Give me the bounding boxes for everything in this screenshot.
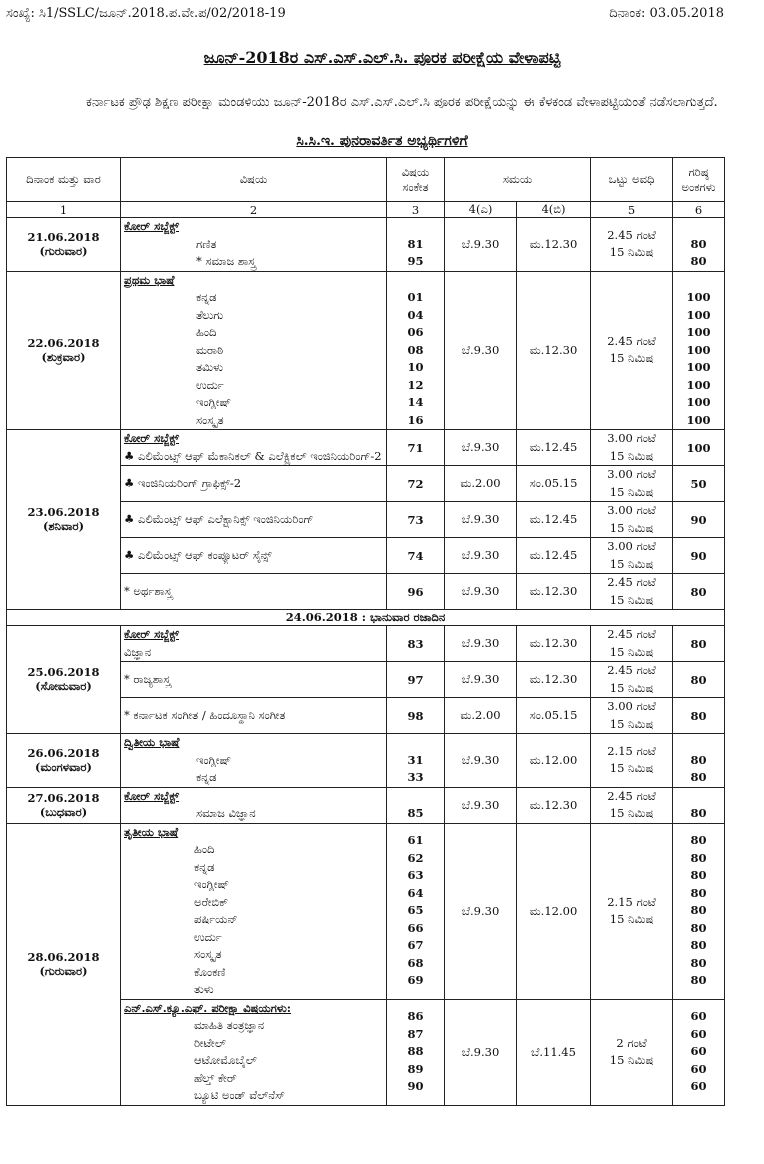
- exam-day: (ಶನಿವಾರ): [42, 519, 85, 533]
- subject-cell-line: ಗಣಿತ: [196, 236, 217, 251]
- subject-name: * ರಾಜ್ಯಶಾಸ್ತ್ರ: [124, 671, 171, 686]
- marks-cell: [673, 787, 725, 823]
- marks-cell-line: 80: [690, 850, 707, 865]
- code-cell: [387, 823, 445, 999]
- duration-hours: 2.45 ಗಂಟೆ: [607, 627, 656, 641]
- duration-hours: 2.15 ಗಂಟೆ: [607, 743, 656, 758]
- end-time: ಮ.12.30: [517, 271, 591, 430]
- duration-hours: 3.00 ಗಂಟೆ: [607, 467, 656, 481]
- code-cell-line: 14: [407, 395, 424, 409]
- subject-cell: [121, 538, 387, 574]
- duration-hours: 3.00 ಗಂಟೆ: [607, 539, 656, 553]
- marks-cell: [673, 271, 725, 430]
- table-row: [7, 430, 725, 466]
- exam-day: (ಸೋಮವಾರ): [35, 679, 92, 693]
- date-cell: [7, 430, 121, 610]
- start-time: ಬೆ.9.30: [445, 430, 517, 466]
- end-time: ಮ.12.30: [517, 626, 591, 662]
- duration-minutes: 15 ನಿಮಿಷ: [609, 351, 654, 366]
- duration-minutes: 15 ನಿಮಿಷ: [609, 680, 654, 695]
- subject-cell-line: ಬ್ಯೂಟಿ ಅಂಡ್ ವೆಲ್‌ನೆಸ್: [194, 1088, 285, 1102]
- code-cell-line: 85: [407, 806, 424, 820]
- col-num: 6: [673, 202, 725, 218]
- exam-date: 25.06.2018: [27, 665, 100, 679]
- subject-group-heading: ಕೋರ್ ಸಬ್ಜೆಕ್ಟ್: [124, 627, 180, 641]
- marks-cell-line: 60: [690, 1026, 707, 1041]
- subject-cell-line: ಆಟೋಮೊಬೈಲ್: [194, 1053, 257, 1067]
- duration-cell: [591, 574, 673, 610]
- timetable-body: [7, 218, 725, 1106]
- start-time: ಬೆ.9.30: [445, 787, 517, 823]
- marks-cell: 50: [673, 466, 725, 502]
- code-cell-line: 67: [407, 938, 424, 953]
- duration-cell: [591, 538, 673, 574]
- page-title: ಜೂನ್-2018ರ ಎಸ್.ಎಸ್.ಎಲ್.ಸಿ. ಪೂರಕ ಪರೀಕ್ಷೆಯ ವೇಳಾಪಟ್ಟಿ: [203, 48, 561, 67]
- col-num: 3: [387, 202, 445, 218]
- marks-cell-line: 100: [686, 325, 711, 339]
- start-time: ಬೆ.9.30: [445, 502, 517, 538]
- subject-cell: [121, 271, 387, 430]
- subject-cell: [121, 999, 387, 1105]
- exam-day: (ಮಂಗಳವಾರ): [35, 759, 92, 774]
- subject-group-heading: ಕೋರ್ ಸಬ್ಜೆಕ್ಟ್: [124, 219, 180, 233]
- col-num: 2: [121, 202, 387, 218]
- marks-cell-line: 60: [690, 1079, 707, 1094]
- subject-cell: [121, 430, 387, 466]
- subject-group-heading: ದ್ವಿತೀಯ ಭಾಷೆ: [124, 735, 180, 749]
- col-num: 4(ಎ): [445, 202, 517, 218]
- subject-cell-line: ಕನ್ನಡ: [196, 290, 217, 304]
- code-cell-line: 86: [407, 1009, 424, 1024]
- duration-hours: 2.45 ಗಂಟೆ: [607, 227, 656, 242]
- duration-cell: [591, 698, 673, 734]
- subject-cell-line: ಇಂಗ್ಲೀಷ್: [194, 877, 230, 891]
- subject-cell: [121, 218, 387, 272]
- code-cell: 96: [387, 574, 445, 610]
- code-cell: 73: [387, 502, 445, 538]
- subject-cell-line: ಅರೇಬಿಕ್: [194, 894, 229, 909]
- code-cell-line: 64: [407, 885, 424, 900]
- marks-cell-line: 80: [690, 833, 707, 848]
- code-cell-line: 88: [407, 1044, 424, 1059]
- code-cell-line: 63: [407, 868, 424, 883]
- duration-minutes: 15 ನಿಮಿಷ: [609, 592, 654, 607]
- exam-date: 27.06.2018: [27, 790, 100, 805]
- subject-name: ♣ ಇಂಜಿನಿಯರಿಂಗ್ ಗ್ರಾಫಿಕ್ಸ್-2: [124, 475, 242, 490]
- code-cell: 98: [387, 698, 445, 734]
- holiday-cell: 24.06.2018 : ಭಾನುವಾರ ರಜಾದಿನ: [7, 610, 725, 626]
- end-time: ಮ.12.00: [517, 823, 591, 999]
- duration-minutes: 15 ನಿಮಿಷ: [609, 520, 654, 535]
- subject-cell-line: ಸಂಸ್ಕೃತ: [196, 412, 224, 427]
- code-cell: 71: [387, 430, 445, 466]
- marks-cell: 100: [673, 430, 725, 466]
- marks-cell-line: 80: [690, 885, 707, 900]
- code-cell-line: 69: [407, 973, 424, 988]
- holiday-row: [7, 610, 725, 626]
- exam-date: 26.06.2018: [27, 745, 100, 760]
- marks-cell: 80: [673, 698, 725, 734]
- marks-cell-line: 100: [686, 395, 711, 409]
- code-cell-line: [390, 788, 441, 806]
- marks-cell-line: [676, 734, 721, 752]
- table-row: [7, 823, 725, 999]
- exam-day: (ಬುಧವಾರ): [39, 804, 88, 819]
- code-cell-line: 61: [407, 833, 424, 848]
- subject-cell-line: ತೆಲುಗು: [196, 307, 224, 322]
- marks-cell-line: 100: [686, 412, 711, 427]
- start-time: ಬೆ.9.30: [445, 218, 517, 272]
- subject-name: ವಿಜ್ಞಾನ: [124, 644, 152, 659]
- code-cell: [387, 218, 445, 272]
- marks-cell-line: 80: [690, 236, 707, 251]
- code-cell-line: 10: [407, 360, 424, 374]
- subject-group-heading: ಕೋರ್ ಸಬ್ಜೆಕ್ಟ್: [124, 788, 180, 803]
- subject-name: * ಅರ್ಥಶಾಸ್ತ್ರ: [124, 583, 173, 598]
- duration-cell: [591, 662, 673, 698]
- subject-cell-line: ರೀಟೇಲ್: [194, 1035, 226, 1050]
- subject-cell: [121, 787, 387, 823]
- marks-cell: [673, 734, 725, 788]
- subject-cell: [121, 574, 387, 610]
- marks-cell-line: 80: [690, 938, 707, 953]
- subject-cell-line: ಕೊಂಕಣಿ: [194, 964, 226, 979]
- start-time: ಮ.2.00: [445, 466, 517, 502]
- table-row: [7, 626, 725, 662]
- marks-cell: 80: [673, 626, 725, 662]
- col-date: ದಿನಾಂಕ ಮತ್ತು ವಾರ: [7, 158, 121, 202]
- marks-cell: 80: [673, 574, 725, 610]
- document-date: ದಿನಾಂಕ: 03.05.2018: [609, 6, 724, 21]
- table-row: [7, 734, 725, 788]
- subject-cell-line: ಮರಾಠಿ: [196, 342, 224, 357]
- exam-date: 22.06.2018: [27, 335, 100, 350]
- col-marks: ಗರಿಷ್ಠ ಅಂಕಗಳು: [673, 158, 725, 202]
- duration-hours: 3.00 ಗಂಟೆ: [607, 503, 656, 517]
- marks-cell-line: 60: [690, 1009, 707, 1024]
- subject-cell-line: ಹೆಲ್ತ್ ಕೇರ್: [194, 1070, 237, 1085]
- subject-name: ♣ ಎಲಿಮೆಂಟ್ಸ್ ಆಫ್ ಕಂಪ್ಯೂಟರ್ ಸೈನ್ಸ್: [124, 547, 272, 562]
- code-cell-line: 01: [407, 290, 424, 304]
- duration-hours: 2.15 ಗಂಟೆ: [607, 894, 656, 909]
- col-num: 4(ಬಿ): [517, 202, 591, 218]
- code-cell-line: 33: [407, 770, 424, 784]
- date-cell: [7, 626, 121, 734]
- marks-cell-line: 60: [690, 1061, 707, 1076]
- exam-date: 23.06.2018: [27, 505, 100, 519]
- subject-cell-line: ತಮಿಳು: [196, 360, 223, 374]
- subject-name: ♣ ಎಲಿಮೆಂಟ್ಸ್ ಆಫ್ ಎಲೆಕ್ಟ್ರಾನಿಕ್ಸ್ ಇಂಜಿನಿಯರಿಂಗ್: [124, 511, 314, 526]
- duration-minutes: 15 ನಿಮಿಷ: [609, 761, 654, 776]
- start-time: ಬೆ.9.30: [445, 538, 517, 574]
- marks-cell-line: 100: [686, 307, 711, 322]
- code-cell: [387, 999, 445, 1105]
- timetable: [6, 157, 725, 1106]
- exam-date: 28.06.2018: [27, 949, 100, 964]
- marks-cell-line: [676, 788, 721, 806]
- subject-group-heading: ಎನ್.ಎಸ್.ಕ್ಯೂ.ಎಫ್. ಪರೀಕ್ಷಾ ವಿಷಯಗಳು:: [124, 1000, 292, 1015]
- duration-cell: [591, 271, 673, 430]
- col-num: 5: [591, 202, 673, 218]
- end-time: ಮ.12.45: [517, 430, 591, 466]
- marks-cell-line: 100: [686, 377, 711, 392]
- subject-cell-line: ಹಿಂದಿ: [194, 842, 215, 856]
- code-cell-line: [390, 734, 441, 752]
- code-cell-line: 95: [407, 254, 424, 268]
- table-row: [7, 787, 725, 823]
- duration-cell: [591, 823, 673, 999]
- code-cell-line: 65: [407, 903, 424, 918]
- duration-hours: 3.00 ಗಂಟೆ: [607, 699, 656, 713]
- marks-cell-line: 80: [690, 752, 707, 767]
- code-cell-line: [390, 272, 441, 290]
- code-cell-line: 16: [407, 412, 424, 427]
- subject-cell-line: ಉರ್ದು: [196, 377, 224, 392]
- duration-hours: 2 ಗಂಟೆ: [616, 1035, 647, 1050]
- code-cell-line: 04: [407, 307, 424, 322]
- subject-cell: [121, 466, 387, 502]
- code-cell-line: 08: [407, 342, 424, 357]
- date-cell: [7, 218, 121, 272]
- code-cell: [387, 271, 445, 430]
- subject-cell-line: ಸಂಸ್ಕೃತ: [194, 947, 222, 961]
- duration-cell: [591, 999, 673, 1105]
- start-time: ಬೆ.9.30: [445, 662, 517, 698]
- subject-cell: [121, 626, 387, 662]
- end-time: ಮ.12.45: [517, 538, 591, 574]
- code-cell: [387, 787, 445, 823]
- intro-paragraph: ಕರ್ನಾಟಕ ಪ್ರೌಢ ಶಿಕ್ಷಣ ಪರೀಕ್ಷಾ ಮಂಡಳಿಯು ಜೂನ್-2018ರ ಎಸ್.ಎಸ್.ಎಲ್.ಸಿ ಪೂರಕ ಪರೀಕ್ಷೆಯನ್ನು ಈ ಕೆಳಕಂಡ ವೇಳಾಪಟ್ಟಿಯಂತೆ ನಡೆಸಲಾಗುತ್ತದೆ.: [86, 95, 718, 110]
- subject-cell-line: ಮಾಹಿತಿ ತಂತ್ರಜ್ಞಾನ: [194, 1018, 265, 1032]
- col-subject: ವಿಷಯ: [121, 158, 387, 202]
- date-cell: [7, 271, 121, 430]
- duration-minutes: 15 ನಿಮಿಷ: [609, 1053, 654, 1067]
- date-cell: [7, 734, 121, 788]
- duration-minutes: 15 ನಿಮಿಷ: [609, 806, 654, 820]
- duration-minutes: 15 ನಿಮಿಷ: [609, 448, 654, 463]
- code-cell: 72: [387, 466, 445, 502]
- marks-cell-line: 80: [690, 955, 707, 970]
- code-cell-line: 62: [407, 850, 424, 865]
- duration-cell: [591, 430, 673, 466]
- code-cell: 97: [387, 662, 445, 698]
- end-time: ಸಂ.05.15: [517, 698, 591, 734]
- code-cell: [387, 734, 445, 788]
- subject-cell: [121, 502, 387, 538]
- duration-cell: [591, 787, 673, 823]
- col-num: 1: [7, 202, 121, 218]
- duration-cell: [591, 466, 673, 502]
- duration-minutes: 15 ನಿಮಿಷ: [609, 484, 654, 499]
- marks-cell-line: 100: [686, 360, 711, 374]
- subject-group-heading: ಪ್ರಥಮ ಭಾಷೆ: [124, 272, 175, 287]
- code-cell-line: 68: [407, 955, 424, 970]
- start-time: ಬೆ.9.30: [445, 626, 517, 662]
- col-duration: ಒಟ್ಟು ಅವಧಿ: [591, 158, 673, 202]
- marks-cell: 80: [673, 662, 725, 698]
- subject-cell-line: ಉರ್ದು: [194, 929, 222, 944]
- marks-cell-line: 100: [686, 342, 711, 357]
- duration-minutes: 15 ನಿಮಿಷ: [609, 716, 654, 731]
- end-time: ಬೆ.11.45: [517, 999, 591, 1105]
- duration-cell: [591, 218, 673, 272]
- col-time: ಸಮಯ: [445, 158, 591, 202]
- code-cell-line: 06: [407, 325, 424, 339]
- table-row: [7, 218, 725, 272]
- end-time: ಸಂ.05.15: [517, 466, 591, 502]
- subject-cell-line: ತುಳು: [194, 982, 214, 996]
- subject-cell-line: * ಸಮಾಜ ಶಾಸ್ತ್ರ: [196, 254, 256, 268]
- duration-hours: 2.45 ಗಂಟೆ: [607, 333, 656, 348]
- date-cell: [7, 823, 121, 1105]
- subject-cell-line: ಇಂಗ್ಲೀಷ್: [196, 752, 232, 767]
- marks-cell: [673, 218, 725, 272]
- marks-cell-line: 60: [690, 1044, 707, 1059]
- subject-cell-line: ಕನ್ನಡ: [194, 859, 215, 874]
- code-cell-line: 66: [407, 920, 424, 935]
- marks-cell-line: [676, 272, 721, 290]
- subject-cell-line: ಸಮಾಜ ವಿಜ್ಞಾನ: [196, 806, 256, 820]
- subject-cell: [121, 734, 387, 788]
- code-cell-line: 89: [407, 1061, 424, 1076]
- marks-cell-line: 80: [690, 920, 707, 935]
- exam-day: (ಶುಕ್ರವಾರ): [41, 349, 86, 364]
- marks-cell-line: 80: [690, 973, 707, 988]
- subject-cell: [121, 698, 387, 734]
- marks-cell-line: 80: [690, 254, 707, 268]
- start-time: ಬೆ.9.30: [445, 999, 517, 1105]
- code-cell-line: 81: [407, 236, 424, 251]
- subject-cell: [121, 662, 387, 698]
- end-time: ಮ.12.45: [517, 502, 591, 538]
- code-cell-line: 87: [407, 1026, 424, 1041]
- subject-cell-line: ಕನ್ನಡ: [196, 770, 217, 784]
- subject-group-heading: ತೃತೀಯ ಭಾಷೆ: [124, 824, 179, 839]
- marks-cell-line: 80: [690, 770, 707, 784]
- marks-cell: 90: [673, 502, 725, 538]
- code-cell-line: 12: [407, 377, 424, 392]
- code-cell: 74: [387, 538, 445, 574]
- code-cell-line: 31: [407, 752, 424, 767]
- duration-cell: [591, 626, 673, 662]
- exam-date: 21.06.2018: [27, 229, 100, 244]
- marks-cell-line: 80: [690, 806, 707, 820]
- table-row: [7, 271, 725, 430]
- duration-minutes: 15 ನಿಮಿಷ: [609, 644, 654, 659]
- subject-cell-line: ಇಂಗ್ಲೀಷ್: [196, 395, 232, 409]
- start-time: ಮ.2.00: [445, 698, 517, 734]
- col-code: ವಿಷಯ ಸಂಕೇತ: [387, 158, 445, 202]
- start-time: ಬೆ.9.30: [445, 734, 517, 788]
- duration-cell: [591, 734, 673, 788]
- reference-number: ಸಂಖ್ಯೆ: ಸಿ1/SSLC/ಜೂನ್.2018.ಪ.ವೇ.ಪ/02/2018-19: [6, 6, 286, 21]
- duration-cell: [591, 502, 673, 538]
- start-time: ಬೆ.9.30: [445, 823, 517, 999]
- exam-day: (ಗುರುವಾರ): [39, 963, 88, 978]
- end-time: ಮ.12.00: [517, 734, 591, 788]
- duration-hours: 2.45 ಗಂಟೆ: [607, 663, 656, 677]
- subject-cell-line: ಪರ್ಷಿಯನ್: [194, 912, 238, 926]
- start-time: ಬೆ.9.30: [445, 574, 517, 610]
- subject-name: * ಕರ್ನಾಟಕ ಸಂಗೀತ / ಹಿಂದೂಸ್ಥಾನಿ ಸಂಗೀತ: [124, 707, 286, 722]
- table-subtitle: ಸಿ.ಸಿ.ಇ. ಪುನರಾವರ್ತಿತ ಅಭ್ಯರ್ಥಿಗಳಿಗೆ: [296, 133, 468, 149]
- marks-cell: [673, 823, 725, 999]
- duration-hours: 2.45 ಗಂಟೆ: [607, 788, 656, 803]
- end-time: ಮ.12.30: [517, 218, 591, 272]
- duration-minutes: 15 ನಿಮಿಷ: [609, 912, 654, 926]
- end-time: ಮ.12.30: [517, 574, 591, 610]
- code-cell: 83: [387, 626, 445, 662]
- subject-cell-line: ಹಿಂದಿ: [196, 325, 217, 339]
- duration-hours: 2.45 ಗಂಟೆ: [607, 575, 656, 589]
- marks-cell-line: 80: [690, 868, 707, 883]
- exam-day: (ಗುರುವಾರ): [39, 243, 88, 258]
- end-time: ಮ.12.30: [517, 787, 591, 823]
- marks-cell: [673, 999, 725, 1105]
- subject-name: ♣ ಎಲಿಮೆಂಟ್ಸ್ ಆಫ್ ಮೆಕಾನಿಕಲ್ & ಎಲೆಕ್ಟ್ರಿಕಲ್ ಇಂಜಿನಿಯರಿಂಗ್-2: [124, 448, 382, 463]
- marks-cell-line: [676, 218, 721, 236]
- marks-cell-line: 100: [686, 290, 711, 304]
- duration-hours: 3.00 ಗಂಟೆ: [607, 431, 656, 445]
- code-cell-line: 90: [407, 1079, 424, 1094]
- duration-minutes: 15 ನಿಮಿಷ: [609, 245, 654, 260]
- marks-cell-line: 80: [690, 903, 707, 918]
- date-cell: [7, 787, 121, 823]
- subject-cell: [121, 823, 387, 999]
- code-cell-line: [390, 218, 441, 236]
- start-time: ಬೆ.9.30: [445, 271, 517, 430]
- end-time: ಮ.12.30: [517, 662, 591, 698]
- subject-group-heading: ಕೋರ್ ಸಬ್ಜೆಕ್ಟ್: [124, 431, 180, 445]
- duration-minutes: 15 ನಿಮಿಷ: [609, 556, 654, 571]
- marks-cell: 90: [673, 538, 725, 574]
